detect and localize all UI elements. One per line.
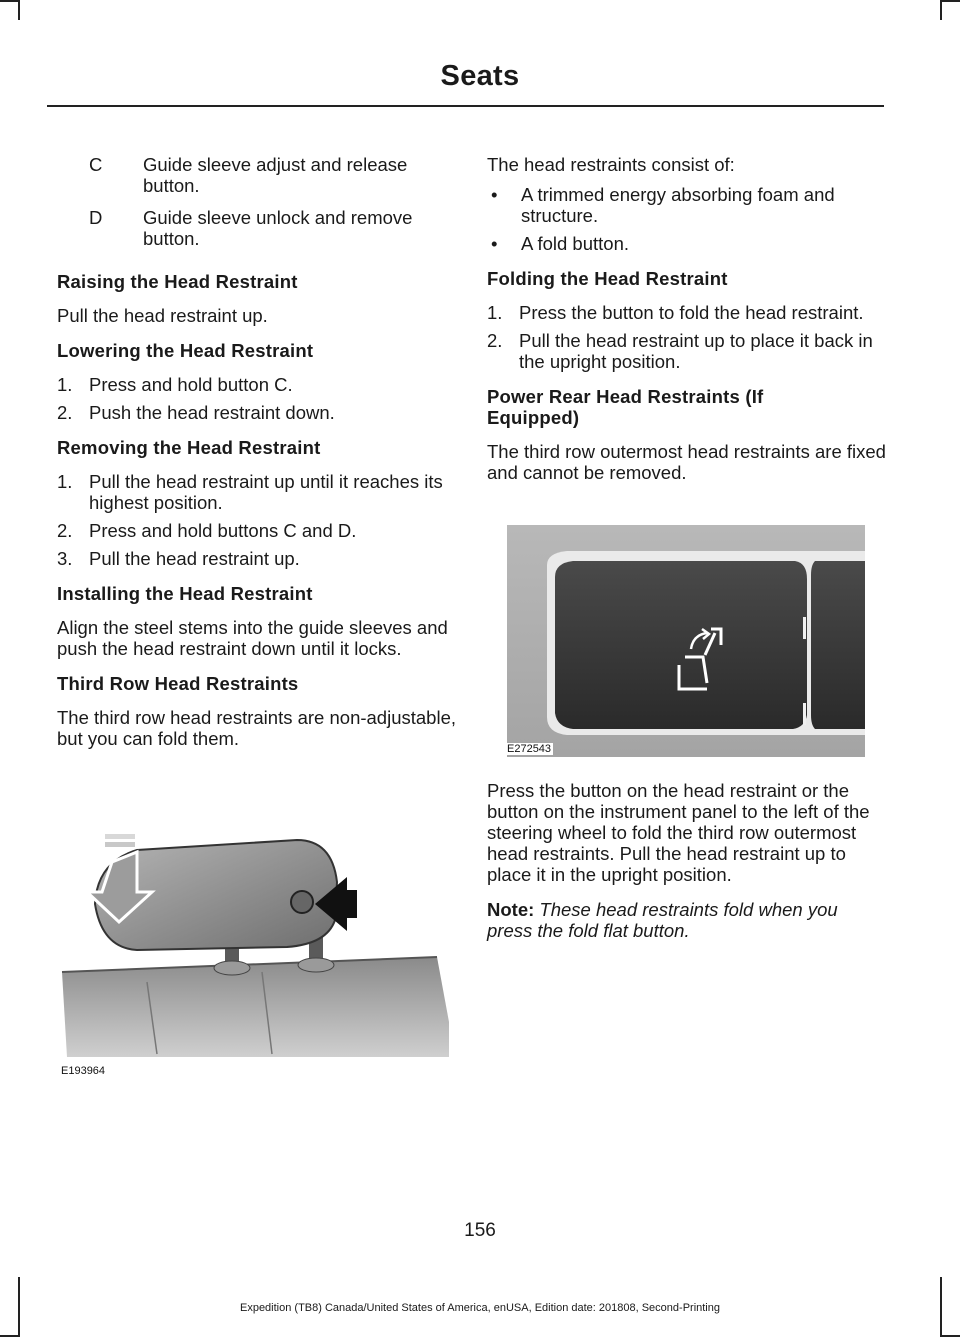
- paragraph: Press the button on the head restraint or the button on the instrument panel to the left of the steering wheel to fold the third row outermost head restraints. Pull the head restraint up to place it in the upright position.: [487, 780, 870, 885]
- list-item: [57, 374, 457, 395]
- list-text: Pull the head restraint up.: [89, 548, 300, 569]
- paragraph: Pull the head restraint up.: [57, 305, 268, 326]
- definition-item: [57, 207, 457, 249]
- right-column-lower: [487, 780, 887, 955]
- section-heading: Raising the Head Restraint: [57, 271, 298, 292]
- page-footer: Expedition (TB8) Canada/United States of America, enUSA, Edition date: 201808, Second-Printing: [239, 1302, 720, 1314]
- bullet-mark: •: [491, 184, 498, 205]
- head-restraint-fold-drawing: [57, 822, 449, 1080]
- list-text: Press and hold button C.: [89, 374, 293, 395]
- list-number: 3.: [57, 548, 73, 569]
- definition-item: [57, 154, 457, 196]
- list-number: 1.: [57, 374, 73, 395]
- crop-mark: [0, 0, 20, 2]
- definition-key: D: [89, 207, 103, 228]
- list-number: 2.: [57, 402, 73, 423]
- list-number: 1.: [487, 302, 503, 323]
- list-text: Pull the head restraint up until it reaches its highest position.: [89, 471, 443, 513]
- head-restraint-fold-illustration: [57, 822, 449, 1080]
- crop-mark: [940, 0, 942, 20]
- list-number: 2.: [487, 330, 503, 351]
- bullet-text: A fold button.: [521, 233, 630, 254]
- bullet-mark: •: [491, 233, 498, 254]
- list-item: [57, 402, 457, 423]
- section-heading: Third Row Head Restraints: [57, 673, 299, 694]
- note-text: These head restraints fold when you press the fold flat button.: [487, 899, 838, 941]
- list-number: 1.: [57, 471, 73, 492]
- right-column: [487, 154, 887, 497]
- list-item: [487, 302, 887, 323]
- section-heading: Removing the Head Restraint: [57, 437, 321, 458]
- section-heading: Folding the Head Restraint: [487, 268, 728, 289]
- note: [487, 899, 887, 941]
- title-divider: [47, 105, 884, 107]
- definition-text: Guide sleeve unlock and remove button.: [143, 207, 413, 249]
- list-text: Press and hold buttons C and D.: [89, 520, 357, 541]
- list-text: Push the head restraint down.: [89, 402, 335, 423]
- bullet-item: [487, 184, 887, 226]
- paragraph: The third row head restraints are non-adjustable, but you can fold them.: [57, 707, 456, 749]
- figure-code: E193964: [61, 1065, 106, 1077]
- paragraph: The head restraints consist of:: [487, 154, 735, 175]
- list-number: 2.: [57, 520, 73, 541]
- definition-key: C: [89, 154, 103, 175]
- page-number: 156: [464, 1220, 496, 1241]
- list-item: [57, 520, 457, 541]
- page-title: Seats: [440, 60, 520, 92]
- list-item: [57, 471, 457, 513]
- note-label: Note:: [487, 899, 535, 920]
- list-text: Pull the head restraint up to place it back in the upright position.: [519, 330, 873, 372]
- bullet-text: A trimmed energy absorbing foam and structure.: [521, 184, 835, 226]
- section-heading: Lowering the Head Restraint: [57, 340, 314, 361]
- crop-mark: [940, 0, 960, 2]
- fold-button-photo: [507, 525, 865, 757]
- bullet-item: [487, 233, 887, 254]
- figure-code: E272543: [507, 743, 552, 755]
- list-text: Press the button to fold the head restraint.: [519, 302, 864, 323]
- list-item: [57, 548, 457, 569]
- crop-mark: [18, 0, 20, 20]
- section-heading: Power Rear Head Restraints (If Equipped): [487, 386, 764, 428]
- definition-text: Guide sleeve adjust and release button.: [143, 154, 408, 196]
- paragraph: Align the steel stems into the guide sleeves and push the head restraint down until it locks.: [57, 617, 448, 659]
- left-column: [57, 154, 457, 763]
- list-item: [487, 330, 887, 372]
- fold-button-drawing: [507, 525, 865, 757]
- paragraph: The third row outermost head restraints are fixed and cannot be removed.: [487, 441, 886, 483]
- section-heading: Installing the Head Restraint: [57, 583, 313, 604]
